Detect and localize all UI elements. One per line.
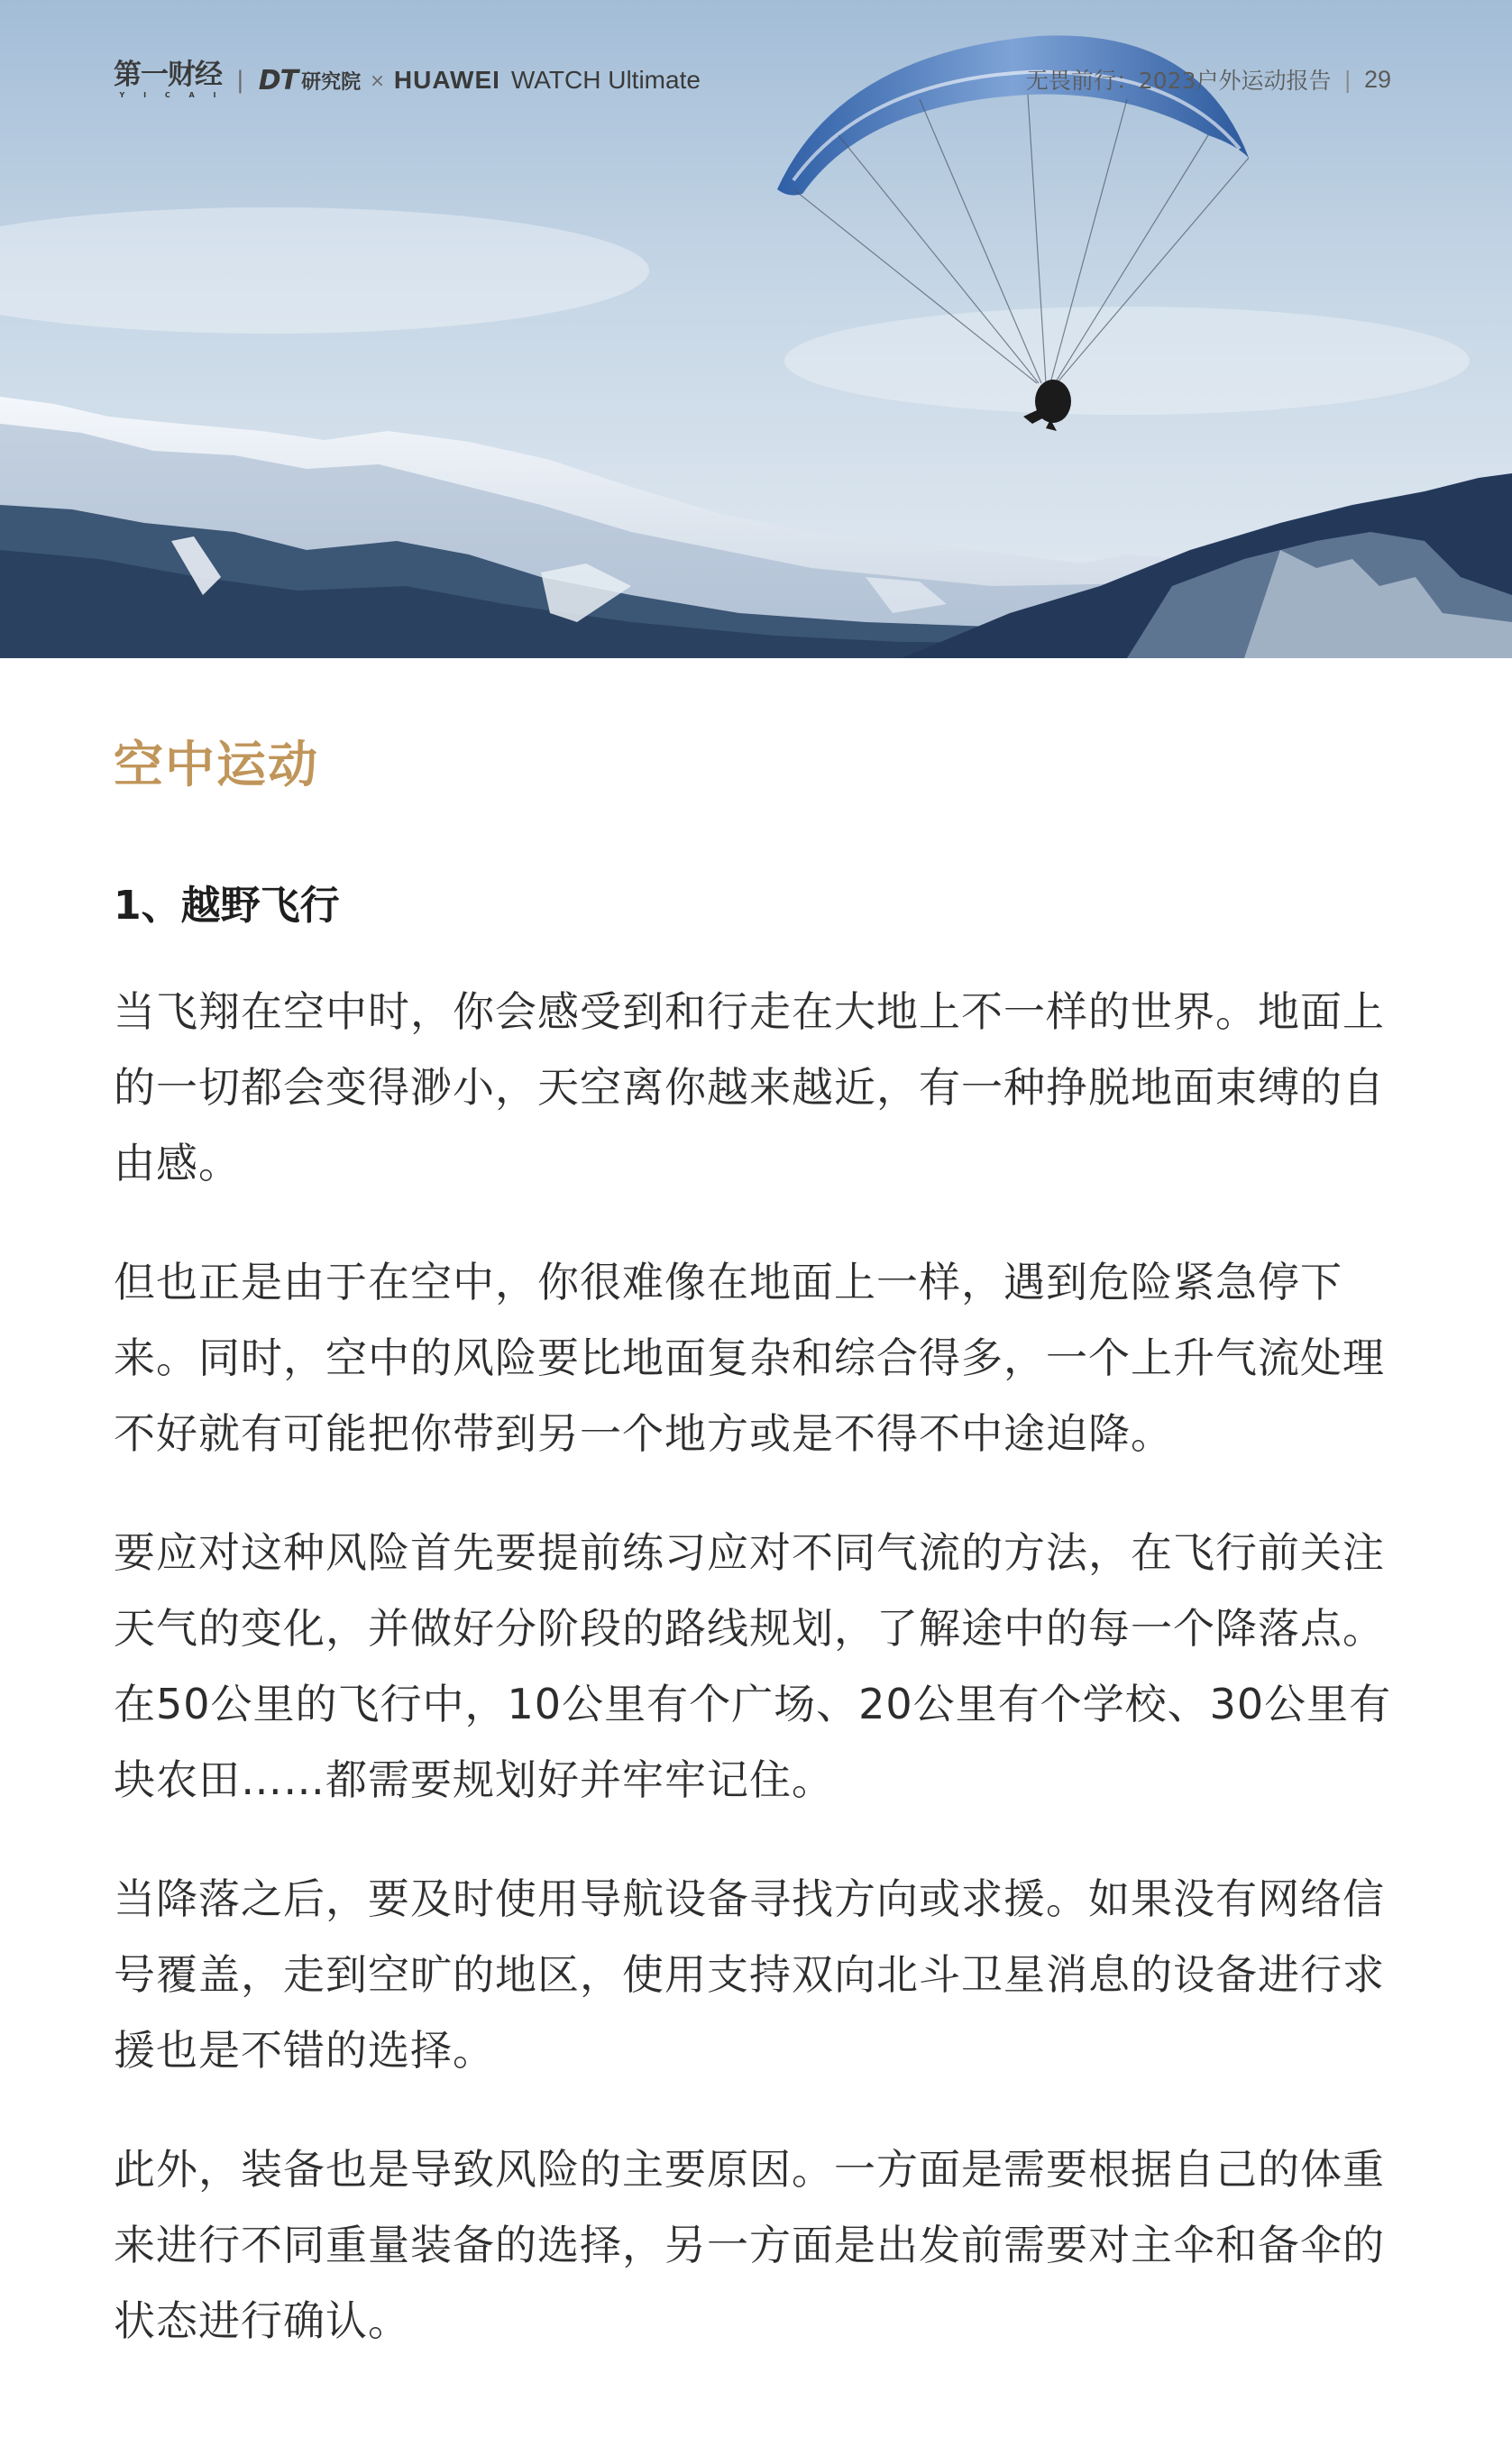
brand-separator: | bbox=[236, 67, 244, 94]
section-title: 空中运动 bbox=[114, 736, 320, 793]
report-separator: | bbox=[1343, 66, 1352, 93]
paragraph: 当飞翔在空中时，你会感受到和行走在大地上不一样的世界。地面上的一切都会变得渺小，天空离你越来越近，有一种挣脱地面束缚的自由感。 bbox=[114, 987, 1385, 1187]
paragraph: 但也正是由于在空中，你很难像在地面上一样，遇到危险紧急停下来。同时，空中的风险要比地面复杂和综合得多，一个上升气流处理不好就有可能把你带到另一个地方或是不得不中途迫降。 bbox=[114, 1258, 1385, 1458]
page-header bbox=[0, 0, 1512, 153]
sub-title: 1、越野飞行 bbox=[114, 883, 340, 929]
collab-x: × bbox=[370, 69, 385, 91]
dt-logo-cn: 研究院 bbox=[301, 70, 362, 94]
page-number: 29 bbox=[1363, 65, 1391, 93]
brand-logos bbox=[114, 61, 701, 99]
paragraph: 此外，装备也是导致风险的主要原因。一方面是需要根据自己的体重来进行不同重量装备的选择，另一方面是出发前需要对主伞和备伞的状态进行确认。 bbox=[114, 2145, 1385, 2345]
report-info bbox=[1026, 63, 1391, 96]
paragraph: 要应对这种风险首先要提前练习应对不同气流的方法，在飞行前关注天气的变化，并做好分阶段的路线规划，了解途中的每一个降落点。在50公里的飞行中，10公里有个广场、20公里有个学校、30公里有块农田……都需要规划好并牢牢记住。 bbox=[114, 1528, 1392, 1804]
watch-product-name: WATCH Ultimate bbox=[510, 66, 701, 94]
article-body bbox=[114, 974, 1403, 2402]
report-title: 无畏前行：2023户外运动报告 bbox=[1025, 68, 1332, 94]
paragraph: 当降落之后，要及时使用导航设备寻找方向或求援。如果没有网络信号覆盖，走到空旷的地区，使用支持双向北斗卫星消息的设备进行求援也是不错的选择。 bbox=[114, 1874, 1385, 2075]
yicai-logo bbox=[114, 59, 225, 99]
yicai-logo-text: 第一财经 bbox=[114, 59, 222, 91]
yicai-logo-en: Y I C A I bbox=[119, 91, 225, 99]
huawei-logo: HUAWEI bbox=[393, 66, 500, 94]
dt-logo: DT bbox=[258, 64, 298, 96]
